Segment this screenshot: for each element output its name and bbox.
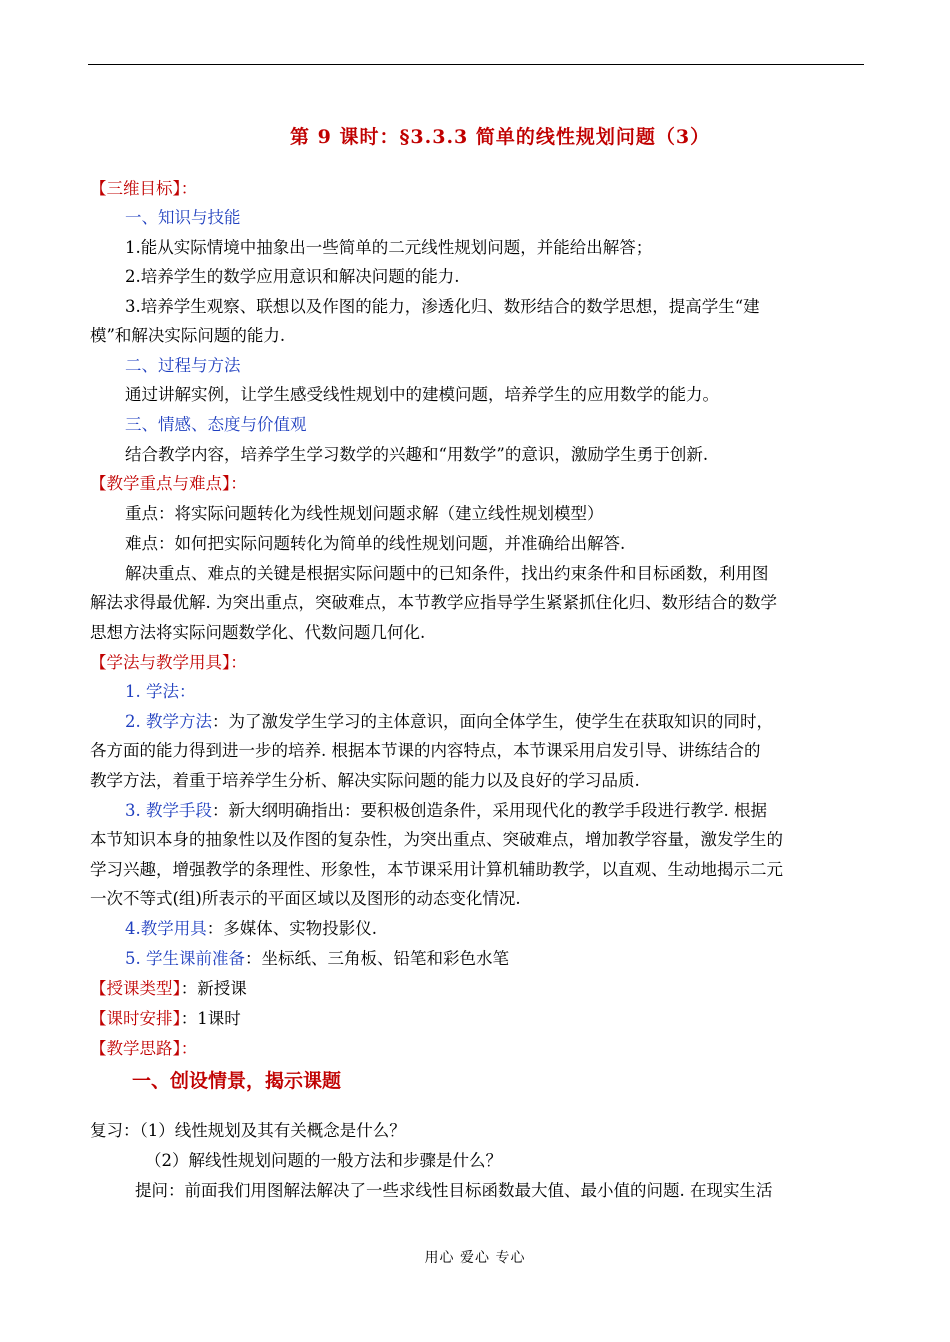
goals-section1-line3b: 模”和解决实际问题的能力. <box>90 326 286 345</box>
lesson-schedule: 【课时安排】：1课时 <box>90 1009 241 1028</box>
approach-header: 【教学思路】： <box>90 1039 198 1058</box>
methods-item5-label: 5. 学生课前准备 <box>125 949 245 968</box>
goals-section1-line2: 2.培养学生的数学应用意识和解决问题的能力. <box>125 267 460 286</box>
goals-section3-title: 三、情感、态度与价值观 <box>125 415 307 434</box>
methods-item3-line4: 一次不等式(组)所表示的平面区域以及图形的动态变化情况. <box>90 889 521 908</box>
keypoints-solve-b: 解法求得最优解. 为突出重点，突破难点，本节教学应指导学生紧紧抓住化归、数形结合的数学 <box>90 593 777 612</box>
methods-item5: 5. 学生课前准备：坐标纸、三角板、铅笔和彩色水笔 <box>125 949 509 968</box>
review-question2: （2）解线性规划问题的一般方法和步骤是什么？ <box>145 1151 502 1170</box>
methods-item3-line3: 学习兴趣，增强教学的条理性、形象性，本节课采用计算机辅助教学，以直观、生动地揭示二元 <box>90 860 783 879</box>
methods-header: 【学法与教学用具】： <box>90 653 247 672</box>
methods-item2-line1: 2. 教学方法：为了激发学生学习的主体意识，面向全体学生，使学生在获取知识的同时， <box>125 712 773 731</box>
goals-section2-text: 通过讲解实例，让学生感受线性规划中的建模问题，培养学生的应用数学的能力。 <box>125 385 719 404</box>
goals-header: 【三维目标】： <box>90 179 198 198</box>
review-question1: 复习：（1）线性规划及其有关概念是什么？ <box>90 1121 406 1140</box>
goals-section1-line1: 1.能从实际情境中抽象出一些简单的二元线性规划问题，并能给出解答； <box>125 238 653 257</box>
keypoints-header: 【教学重点与难点】： <box>90 474 247 493</box>
keypoints-difficulty: 难点：如何把实际问题转化为简单的线性规划问题，并准确给出解答. <box>125 534 626 553</box>
methods-item2-line3: 教学方法，着重于培养学生分析、解决实际问题的能力以及良好的学习品质. <box>90 771 640 790</box>
keypoints-focus: 重点：将实际问题转化为线性规划问题求解（建立线性规划模型） <box>125 504 604 523</box>
methods-item4-label: 4.教学用具 <box>125 919 207 938</box>
goals-section3-text: 结合教学内容，培养学生学习数学的兴趣和“用数学”的意识，激励学生勇于创新. <box>125 445 709 464</box>
page-footer: 用心 爱心 专心 <box>424 1250 526 1266</box>
goals-section1-line3a: 3.培养学生观察、联想以及作图的能力，渗透化归、数形结合的数学思想，提高学生“建 <box>125 297 760 316</box>
header-rule <box>88 64 864 65</box>
methods-item3-line1: 3. 教学手段：新大纲明确指出：要积极创造条件，采用现代化的教学手段进行教学. 根据 <box>125 801 767 820</box>
methods-item1: 1. 学法： <box>125 682 196 701</box>
methods-item2-line2: 各方面的能力得到进一步的培养. 根据本节课的内容特点，本节课采用启发引导、讲练结合的 <box>90 741 761 760</box>
methods-item3-label: 3. 教学手段 <box>125 801 212 820</box>
methods-item2-label: 2. 教学方法 <box>125 712 212 731</box>
keypoints-solve-c: 思想方法将实际问题数学化、代数问题几何化. <box>90 623 426 642</box>
review-prompt: 提问：前面我们用图解法解决了一些求线性目标函数最大值、最小值的问题. 在现实生活 <box>135 1181 773 1200</box>
lesson-title: 第 9 课时：§3.3.3 简单的线性规划问题（3） <box>290 126 711 148</box>
goals-section1-title: 一、知识与技能 <box>125 208 241 227</box>
section1-title: 一、创设情景，揭示课题 <box>132 1070 342 1092</box>
keypoints-solve-a: 解决重点、难点的关键是根据实际问题中的已知条件，找出约束条件和目标函数，利用图 <box>125 564 769 583</box>
lesson-type: 【授课类型】：新授课 <box>90 979 247 998</box>
methods-item3-line2: 本节知识本身的抽象性以及作图的复杂性，为突出重点、突破难点，增加教学容量，激发学生的 <box>90 830 783 849</box>
methods-item4: 4.教学用具：多媒体、实物投影仪. <box>125 919 377 938</box>
goals-section2-title: 二、过程与方法 <box>125 356 241 375</box>
